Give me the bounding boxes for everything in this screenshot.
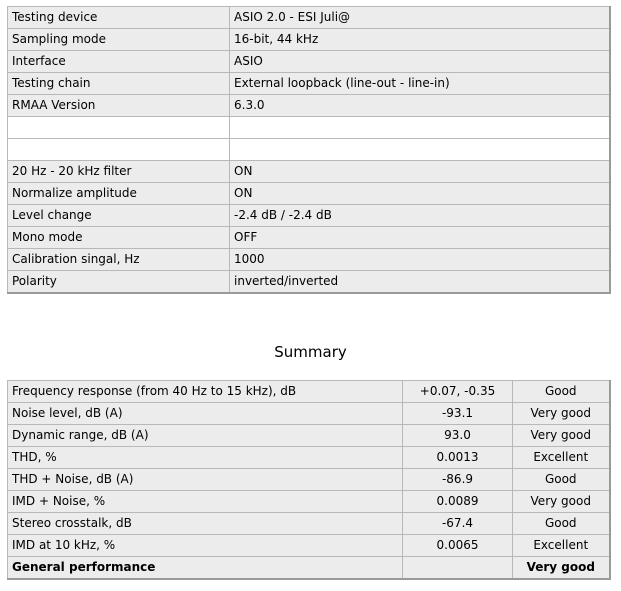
table-row (8, 117, 610, 139)
setting-label: Level change (8, 205, 230, 227)
metric-value: 0.0013 (403, 447, 513, 469)
metric-rating: Good (513, 381, 610, 403)
setting-label: RMAA Version (8, 95, 230, 117)
table-row (8, 161, 610, 183)
metric-rating: Good (513, 513, 610, 535)
setting-value (230, 139, 610, 161)
general-performance-rating: Very good (513, 557, 610, 580)
table-row (8, 447, 610, 469)
table-row (8, 205, 610, 227)
metric-label: IMD at 10 kHz, % (8, 535, 403, 557)
metric-rating: Excellent (513, 535, 610, 557)
setting-label: Sampling mode (8, 29, 230, 51)
general-performance-row (8, 557, 610, 580)
metric-rating: Excellent (513, 447, 610, 469)
table-row (8, 491, 610, 513)
setting-value: OFF (230, 227, 610, 249)
table-row (8, 73, 610, 95)
metric-rating: Very good (513, 425, 610, 447)
table-row (8, 271, 610, 294)
setting-label (8, 139, 230, 161)
table-row (8, 29, 610, 51)
table-row (8, 95, 610, 117)
table-row (8, 469, 610, 491)
setting-label: 20 Hz - 20 kHz filter (8, 161, 230, 183)
table-row (8, 249, 610, 271)
setting-label: Testing device (8, 7, 230, 29)
setting-value: ON (230, 183, 610, 205)
table-row (8, 51, 610, 73)
metric-rating: Very good (513, 491, 610, 513)
setting-value: External loopback (line-out - line-in) (230, 73, 610, 95)
metric-value: 0.0089 (403, 491, 513, 513)
setting-value: 6.3.0 (230, 95, 610, 117)
metric-value: 0.0065 (403, 535, 513, 557)
table-row (8, 139, 610, 161)
metric-label: THD, % (8, 447, 403, 469)
general-performance-label: General performance (8, 557, 403, 580)
table-row (8, 425, 610, 447)
setting-value: ASIO 2.0 - ESI Juli@ (230, 7, 610, 29)
metric-rating: Very good (513, 403, 610, 425)
setting-value: inverted/inverted (230, 271, 610, 294)
setting-value: 1000 (230, 249, 610, 271)
table-row (8, 7, 610, 29)
table-row (8, 535, 610, 557)
setting-value: ASIO (230, 51, 610, 73)
table-row (8, 381, 610, 403)
metric-value: +0.07, -0.35 (403, 381, 513, 403)
setting-label: Mono mode (8, 227, 230, 249)
table-row (8, 227, 610, 249)
table-row (8, 513, 610, 535)
metric-value: 93.0 (403, 425, 513, 447)
metric-label: Frequency response (from 40 Hz to 15 kHz), dB (8, 381, 403, 403)
metric-label: THD + Noise, dB (A) (8, 469, 403, 491)
test-settings-table (7, 6, 611, 294)
setting-value: -2.4 dB / -2.4 dB (230, 205, 610, 227)
setting-label: Polarity (8, 271, 230, 294)
metric-value: -93.1 (403, 403, 513, 425)
summary-table (7, 380, 611, 580)
table-row (8, 183, 610, 205)
setting-label (8, 117, 230, 139)
metric-rating: Good (513, 469, 610, 491)
metric-value: -67.4 (403, 513, 513, 535)
metric-value: -86.9 (403, 469, 513, 491)
setting-value: ON (230, 161, 610, 183)
metric-label: Dynamic range, dB (A) (8, 425, 403, 447)
setting-label: Normalize amplitude (8, 183, 230, 205)
setting-label: Calibration singal, Hz (8, 249, 230, 271)
setting-value: 16-bit, 44 kHz (230, 29, 610, 51)
setting-value (230, 117, 610, 139)
metric-label: Noise level, dB (A) (8, 403, 403, 425)
metric-label: Stereo crosstalk, dB (8, 513, 403, 535)
general-performance-value (403, 557, 513, 580)
setting-label: Interface (8, 51, 230, 73)
summary-heading: Summary (274, 343, 347, 361)
metric-label: IMD + Noise, % (8, 491, 403, 513)
table-row (8, 403, 610, 425)
setting-label: Testing chain (8, 73, 230, 95)
